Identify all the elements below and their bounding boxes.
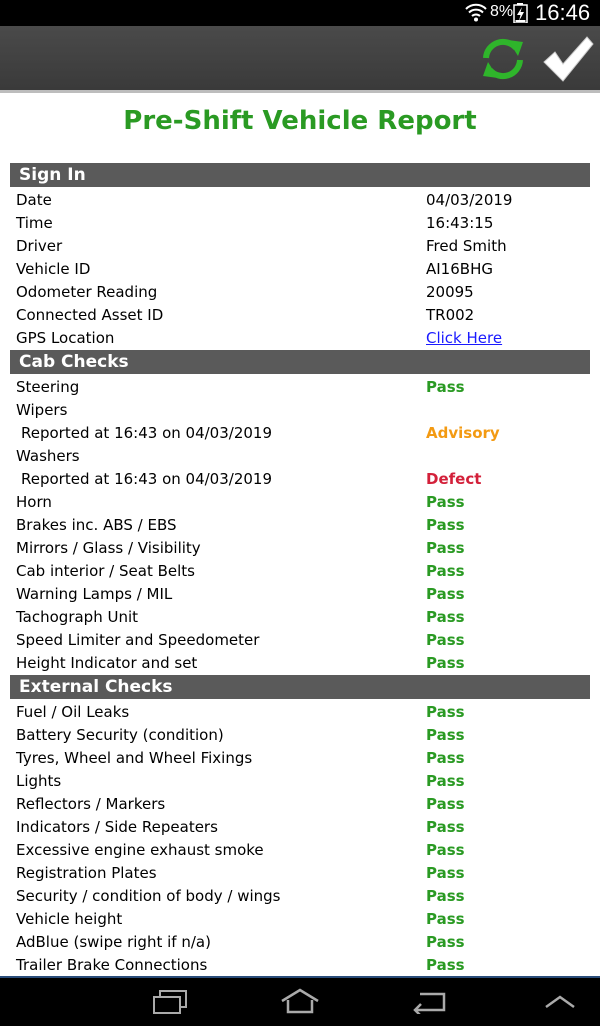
report-table xyxy=(10,163,590,977)
row-label: Washers xyxy=(16,447,80,465)
gps-location-link[interactable]: Click Here xyxy=(426,329,503,347)
table-row xyxy=(10,537,590,560)
row-label: AdBlue (swipe right if n/a) xyxy=(16,933,211,951)
row-label: Mirrors / Glass / Visibility xyxy=(16,539,201,557)
status-pass: Pass xyxy=(426,726,465,744)
row-label: Trailer Brake Connections xyxy=(16,956,208,974)
home-icon[interactable] xyxy=(280,988,320,1014)
status-pass: Pass xyxy=(426,772,465,790)
table-row xyxy=(10,908,590,931)
recent-apps-icon[interactable] xyxy=(152,990,188,1014)
table-row xyxy=(10,422,590,445)
row-label: Tachograph Unit xyxy=(16,608,139,626)
row-value: 16:43:15 xyxy=(426,214,494,232)
row-label: Horn xyxy=(16,493,52,511)
row-label: Lights xyxy=(16,772,62,790)
table-row xyxy=(10,652,590,675)
row-value: 20095 xyxy=(426,283,474,301)
row-label: Driver xyxy=(16,237,63,255)
table-row xyxy=(10,514,590,537)
table-row xyxy=(10,281,590,304)
status-pass: Pass xyxy=(426,585,465,603)
table-row xyxy=(10,954,590,977)
status-pass: Pass xyxy=(426,795,465,813)
table-row xyxy=(10,701,590,724)
status-pass: Pass xyxy=(426,749,465,767)
sign-in-rows xyxy=(10,189,590,350)
row-label: Indicators / Side Repeaters xyxy=(16,818,218,836)
table-row xyxy=(10,304,590,327)
external-checks-rows xyxy=(10,701,590,977)
row-label: Registration Plates xyxy=(16,864,157,882)
status-pass: Pass xyxy=(426,703,465,721)
table-row xyxy=(10,235,590,258)
status-pass: Pass xyxy=(426,631,465,649)
row-label: Brakes inc. ABS / EBS xyxy=(16,516,177,534)
row-label: Speed Limiter and Speedometer xyxy=(16,631,260,649)
table-row xyxy=(10,212,590,235)
refresh-icon[interactable] xyxy=(478,36,528,82)
status-pass: Pass xyxy=(426,493,465,511)
status-pass: Pass xyxy=(426,956,465,974)
row-label: Cab interior / Seat Belts xyxy=(16,562,195,580)
row-label: Security / condition of body / wings xyxy=(16,887,281,905)
table-row xyxy=(10,770,590,793)
page-title: Pre-Shift Vehicle Report xyxy=(123,106,477,136)
status-bar xyxy=(0,0,600,26)
table-row xyxy=(10,583,590,606)
battery-percent: 8% xyxy=(490,3,514,20)
status-pass: Pass xyxy=(426,818,465,836)
row-value: AI16BHG xyxy=(426,260,493,278)
status-clock: 16:46 xyxy=(535,0,591,25)
table-row xyxy=(10,747,590,770)
row-label: Fuel / Oil Leaks xyxy=(16,703,130,721)
table-row xyxy=(10,258,590,281)
table-row xyxy=(10,885,590,908)
table-row xyxy=(10,816,590,839)
table-row xyxy=(10,376,590,399)
table-row xyxy=(10,560,590,583)
action-bar xyxy=(0,26,600,93)
row-label: GPS Location xyxy=(16,329,115,347)
table-row xyxy=(10,189,590,212)
status-defect: Defect xyxy=(426,470,482,488)
back-icon[interactable] xyxy=(412,990,448,1014)
checkmark-icon[interactable] xyxy=(541,34,595,84)
row-label: Steering xyxy=(16,378,80,396)
row-value: TR002 xyxy=(426,306,475,324)
section-header-sign-in: Sign In xyxy=(10,163,590,187)
chevron-up-icon[interactable] xyxy=(544,994,576,1010)
status-pass: Pass xyxy=(426,562,465,580)
table-row xyxy=(10,468,590,491)
status-pass: Pass xyxy=(426,841,465,859)
row-label: Tyres, Wheel and Wheel Fixings xyxy=(16,749,253,767)
row-label: Wipers xyxy=(16,401,68,419)
status-pass: Pass xyxy=(426,378,465,396)
status-pass: Pass xyxy=(426,910,465,928)
status-pass: Pass xyxy=(426,887,465,905)
status-pass: Pass xyxy=(426,539,465,557)
table-row xyxy=(10,839,590,862)
row-label: Odometer Reading xyxy=(16,283,158,301)
status-pass: Pass xyxy=(426,933,465,951)
table-row xyxy=(10,862,590,885)
row-label: Height Indicator and set xyxy=(16,654,198,672)
row-label: Connected Asset ID xyxy=(16,306,164,324)
row-label: Excessive engine exhaust smoke xyxy=(16,841,264,859)
table-row xyxy=(10,931,590,954)
table-row xyxy=(10,724,590,747)
status-pass: Pass xyxy=(426,608,465,626)
table-row xyxy=(10,327,590,350)
row-label: Vehicle height xyxy=(16,910,123,928)
row-label: Time xyxy=(16,214,53,232)
row-label: Vehicle ID xyxy=(16,260,91,278)
status-pass: Pass xyxy=(426,654,465,672)
row-label: Reflectors / Markers xyxy=(16,795,166,813)
status-pass: Pass xyxy=(426,516,465,534)
navigation-bar xyxy=(0,976,600,1026)
battery-charging-icon xyxy=(513,3,529,27)
row-label: Date xyxy=(16,191,52,209)
cab-checks-rows xyxy=(10,376,590,675)
table-row xyxy=(10,399,590,422)
table-row xyxy=(10,445,590,468)
status-advisory: Advisory xyxy=(426,424,500,442)
table-row xyxy=(10,491,590,514)
row-value: 04/03/2019 xyxy=(426,191,513,209)
row-label: Reported at 16:43 on 04/03/2019 xyxy=(21,470,272,488)
table-row xyxy=(10,629,590,652)
row-label: Reported at 16:43 on 04/03/2019 xyxy=(21,424,272,442)
table-row xyxy=(10,606,590,629)
row-label: Warning Lamps / MIL xyxy=(16,585,173,603)
row-label: Battery Security (condition) xyxy=(16,726,224,744)
status-pass: Pass xyxy=(426,864,465,882)
table-row xyxy=(10,793,590,816)
section-header-cab-checks: Cab Checks xyxy=(10,350,590,374)
wifi-icon xyxy=(465,2,487,26)
row-value: Fred Smith xyxy=(426,237,507,255)
section-header-external-checks: External Checks xyxy=(10,675,590,699)
